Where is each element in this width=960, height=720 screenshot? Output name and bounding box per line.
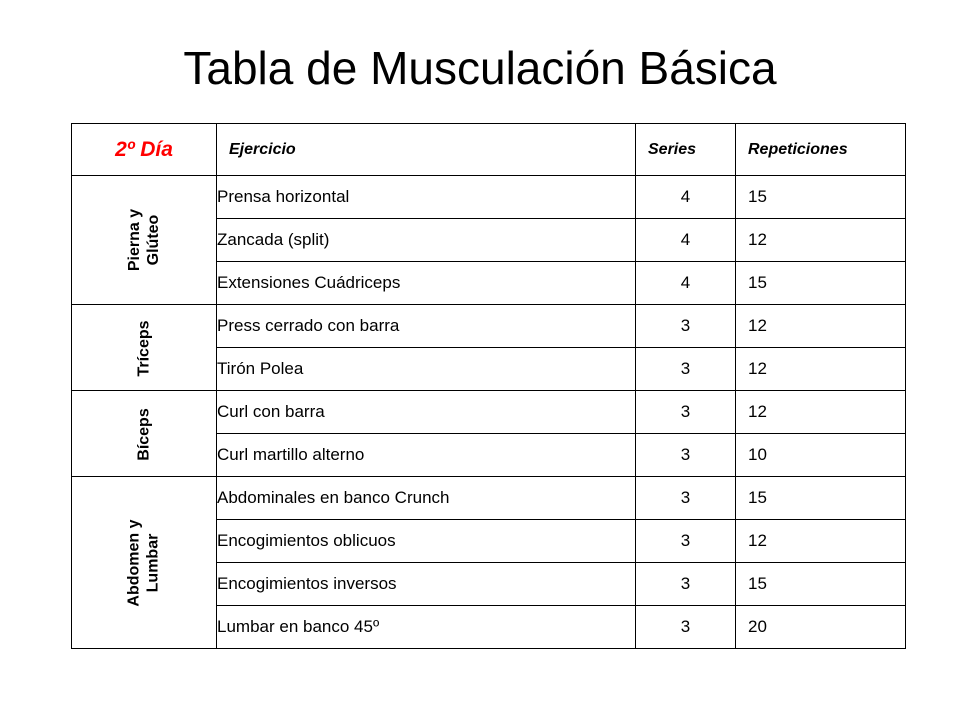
reps-cell: 15 (736, 262, 906, 305)
series-cell: 4 (636, 262, 736, 305)
group-label: Tríceps (135, 319, 153, 377)
exercise-cell: Extensiones Cuádriceps (217, 262, 636, 305)
reps-cell: 15 (736, 176, 906, 219)
reps-cell: 15 (736, 563, 906, 606)
reps-cell: 10 (736, 434, 906, 477)
series-cell: 3 (636, 606, 736, 649)
series-cell: 3 (636, 434, 736, 477)
reps-cell: 20 (736, 606, 906, 649)
reps-cell: 12 (736, 391, 906, 434)
header-reps: Repeticiones (736, 124, 906, 176)
header-series: Series (636, 124, 736, 176)
header-exercise: Ejercicio (217, 124, 636, 176)
workout-table (71, 123, 906, 649)
exercise-cell: Curl martillo alterno (217, 434, 636, 477)
reps-cell: 12 (736, 219, 906, 262)
exercise-cell: Zancada (split) (217, 219, 636, 262)
day-label: 2º Día (72, 124, 217, 176)
reps-cell: 12 (736, 520, 906, 563)
series-cell: 3 (636, 520, 736, 563)
group-cell-biceps (72, 391, 217, 477)
exercise-cell: Encogimientos inversos (217, 563, 636, 606)
reps-cell: 12 (736, 348, 906, 391)
series-cell: 3 (636, 563, 736, 606)
series-cell: 3 (636, 391, 736, 434)
exercise-cell: Prensa horizontal (217, 176, 636, 219)
series-cell: 3 (636, 477, 736, 520)
exercise-cell: Abdominales en banco Crunch (217, 477, 636, 520)
exercise-cell: Lumbar en banco 45º (217, 606, 636, 649)
group-label: Bíceps (135, 407, 153, 461)
table-row (72, 477, 906, 520)
group-label: Abdomen y Lumbar (126, 518, 162, 607)
exercise-cell: Encogimientos oblicuos (217, 520, 636, 563)
reps-cell: 12 (736, 305, 906, 348)
series-cell: 4 (636, 219, 736, 262)
exercise-cell: Curl con barra (217, 391, 636, 434)
series-cell: 3 (636, 305, 736, 348)
series-cell: 4 (636, 176, 736, 219)
series-cell: 3 (636, 348, 736, 391)
table-row (72, 176, 906, 219)
reps-cell: 15 (736, 477, 906, 520)
header-row (72, 124, 906, 176)
group-cell-legs (72, 176, 217, 305)
group-cell-abs (72, 477, 217, 649)
group-cell-triceps (72, 305, 217, 391)
table-row (72, 305, 906, 348)
exercise-cell: Tirón Polea (217, 348, 636, 391)
table-row (72, 391, 906, 434)
group-label: Pierna y Glúteo (125, 208, 162, 272)
exercise-cell: Press cerrado con barra (217, 305, 636, 348)
page-title: Tabla de Musculación Básica (183, 42, 777, 94)
